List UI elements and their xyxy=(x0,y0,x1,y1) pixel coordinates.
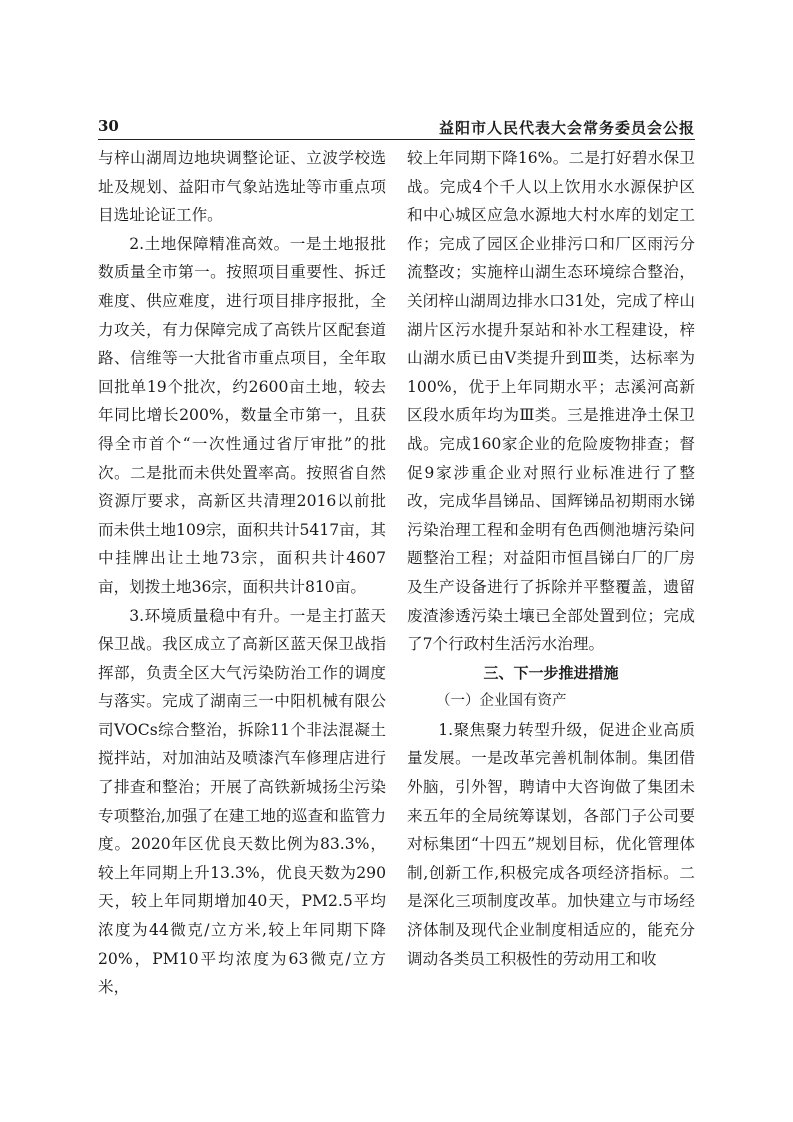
left-column xyxy=(98,144,386,1002)
paragraph-continuation-right: 较上年同期下降16%。二是打好碧水保卫战。完成4个千人以上饮用水水源保护区和中心城区应急水源地大村水库的划定工作；完成了园区企业排污口和厂区雨污分流整改；实施梓山湖生态环境综合整治，关闭梓山湖周边排水口31处，完成了梓山湖片区污水提升泵站和补水工程建设，梓山湖水质已由V类提升到Ⅲ类，达标率为100%，优于上年同期水平；志溪河高新区段水质年均为Ⅲ类。三是推进净土保卫战。完成160家企业的危险废物排查；督促9家涉重企业对照行业标准进行了整改，完成华昌锑品、国辉锑品初期雨水锑污染治理工程和金明有色西侧池塘污染问题整治工程；对益阳市恒昌锑白厂的厂房及生产设备进行了拆除并平整覆盖，遗留废渣渗透污染土壤已全部处置到位；完成了7个行政村生活污水治理。 xyxy=(407,149,695,654)
header-divider xyxy=(98,139,695,140)
right-column xyxy=(407,144,695,973)
paragraph-continuation: 与梓山湖周边地块调整论证、立波学校选址及规划、益阳市气象站选址等市重点项目选址论证工作。 xyxy=(98,149,386,225)
subsection-heading: （一）企业国有资产 xyxy=(436,693,567,710)
paragraph-environment-quality: 3.环境质量稳中有升。一是主打蓝天保卫战。我区成立了高新区蓝天保卫战指挥部，负责全区大气污染防治工作的调度与落实。完成了湖南三一中阳机械有限公司VOCs综合整治，拆除11个非法混凝土搅拌站，对加油站及喷漆汽车修理店进行了排查和整治；开展了高铁新城扬尘污染专项整治,加强了在建工地的巡查和监管力度。2020年区优良天数比例为83.3%，较上年同期上升13.3%，优良天数为290天，较上年同期增加40天，PM2.5平均浓度为44微克/立方米,较上年同期下降20%，PM10平均浓度为63微克/立方米， xyxy=(98,606,386,997)
page-number: 30 xyxy=(98,117,119,135)
section-heading: 三、下一步推进措施 xyxy=(483,663,619,682)
journal-title: 益阳市人民代表大会常务委员会公报 xyxy=(438,119,695,137)
paragraph-land-guarantee: 2.土地保障精准高效。一是土地报批数质量全市第一。按照项目重要性、拆迁难度、供应难度，进行项目排序报批，全力攻关，有力保障完成了高铁片区配套道路、信维等一大批省市重点项目，全年取回批单19个批次，约2600亩土地，较去年同比增长200%，数量全市第一，且获得全市首个“一次性通过省厅审批”的批次。二是批而未供处置率高。按照省自然资源厅要求，高新区共清理2016以前批而未供土地109宗，面积共计5417亩，其中挂牌出让土地73宗，面积共计4607亩，划拨土地36宗，面积共计810亩。 xyxy=(98,234,386,596)
paragraph-transformation: 1.聚焦聚力转型升级，促进企业高质量发展。一是改革完善机制体制。集团借外脑，引外智，聘请中大咨询做了集团未来五年的全局统筹谋划，各部门子公司要对标集团“十四五”规划目标，优化管理体制,创新工作,积极完成各项经济指标。二是深化三项制度改革。加快建立与市场经济体制及现代企业制度相适应的，能充分调动各类员工积极性的劳动用工和收 xyxy=(407,720,695,968)
